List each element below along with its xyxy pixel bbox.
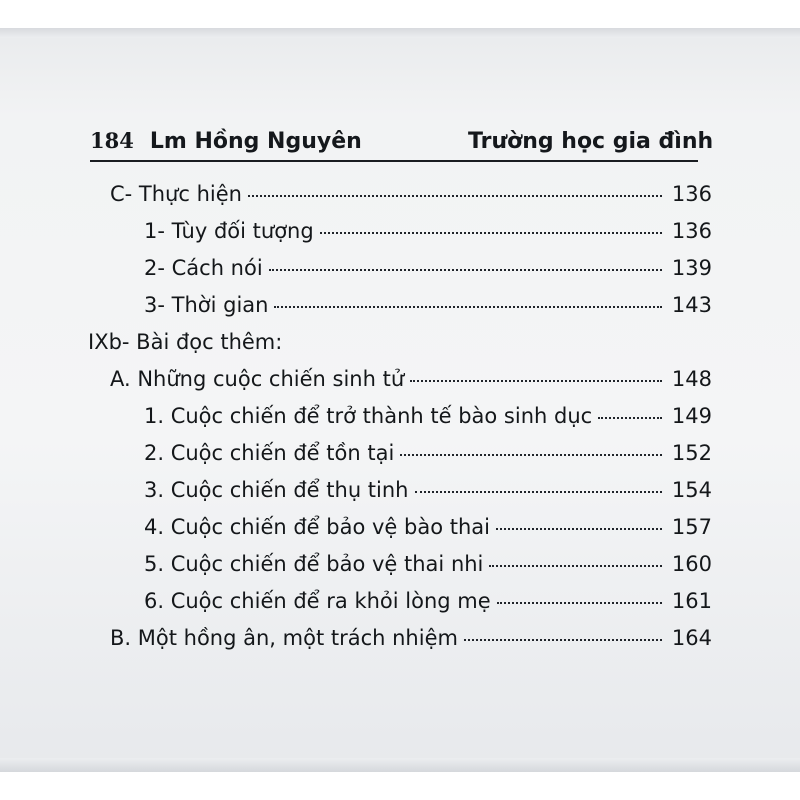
toc-entry-page: 136 — [671, 219, 712, 243]
toc-leader-dots — [320, 232, 662, 234]
toc-entry — [88, 256, 712, 293]
toc-entry — [88, 441, 712, 478]
header-rule — [90, 160, 698, 162]
toc-entry-label: IXb- Bài đọc thêm: — [88, 330, 283, 354]
toc-entry-label: 4. Cuộc chiến để bảo vệ bào thai — [144, 515, 490, 539]
toc-leader-dots — [415, 491, 663, 493]
toc-entry-page: 148 — [671, 367, 712, 391]
toc-leader-dots — [410, 380, 662, 382]
toc-entry — [88, 293, 712, 330]
toc-entry-page: 160 — [671, 552, 712, 576]
toc-entry — [88, 552, 712, 589]
toc-entry-page: 164 — [671, 626, 712, 650]
toc-entry-page: 136 — [671, 182, 712, 206]
toc-entry-page: 152 — [671, 441, 712, 465]
table-of-contents — [88, 182, 712, 663]
toc-entry-label: C- Thực hiện — [110, 182, 242, 206]
toc-entry — [88, 626, 712, 663]
toc-leader-dots — [274, 306, 662, 308]
toc-leader-dots — [489, 565, 662, 567]
book-title: Trường học gia đình — [468, 129, 714, 154]
toc-entry — [88, 219, 712, 256]
toc-entry-label: 1- Tùy đối tượng — [144, 219, 314, 243]
toc-leader-dots — [248, 195, 662, 197]
author-name: Lm Hồng Nguyên — [149, 129, 362, 154]
toc-leader-dots — [496, 528, 662, 530]
toc-leader-dots — [464, 639, 662, 641]
running-head — [90, 128, 714, 154]
toc-entry — [88, 330, 712, 367]
toc-entry — [88, 182, 712, 219]
toc-entry-page: 143 — [671, 293, 712, 317]
toc-entry-label: 2. Cuộc chiến để tồn tại — [144, 441, 395, 465]
toc-entry — [88, 404, 712, 441]
toc-entry-page: 157 — [671, 515, 712, 539]
toc-entry-label: 3- Thời gian — [144, 293, 269, 317]
toc-entry-page: 154 — [671, 478, 712, 502]
toc-entry-page: 149 — [671, 404, 712, 428]
toc-entry — [88, 515, 712, 552]
toc-entry — [88, 367, 712, 404]
toc-entry-page: 161 — [671, 589, 712, 613]
toc-entry-label: 6. Cuộc chiến để ra khỏi lòng mẹ — [144, 589, 491, 613]
toc-leader-dots — [400, 454, 662, 456]
toc-leader-dots — [598, 417, 662, 419]
toc-entry — [88, 478, 712, 515]
toc-entry-label: A. Những cuộc chiến sinh tử — [110, 367, 405, 391]
toc-leader-dots — [269, 269, 662, 271]
toc-entry-label: 5. Cuộc chiến để bảo vệ thai nhi — [144, 552, 484, 576]
toc-entry — [88, 589, 712, 626]
page-number: 184 — [90, 128, 134, 153]
toc-leader-dots — [497, 602, 662, 604]
toc-entry-label: 1. Cuộc chiến để trở thành tế bào sinh dục — [144, 404, 593, 428]
toc-entry-page: 139 — [671, 256, 712, 280]
toc-entry-label: 2- Cách nói — [144, 256, 263, 280]
toc-entry-label: 3. Cuộc chiến để thụ tinh — [144, 478, 409, 502]
toc-entry-label: B. Một hồng ân, một trách nhiệm — [110, 626, 458, 650]
page-edge-bottom — [0, 758, 800, 772]
